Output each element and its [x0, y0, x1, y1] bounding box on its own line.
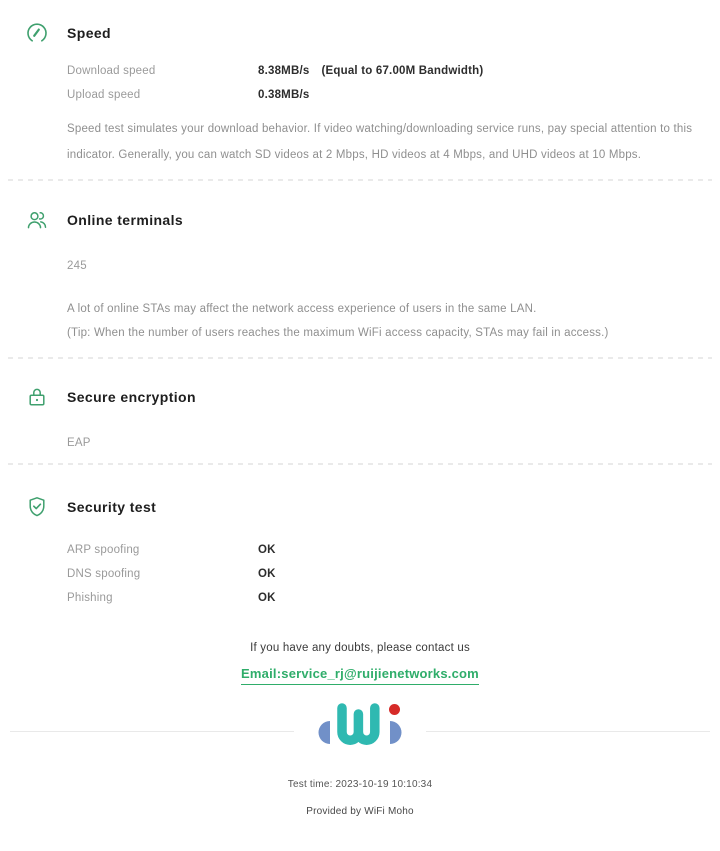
security-header [0, 495, 720, 519]
section-security-test [0, 465, 720, 604]
phishing-result: OK [258, 592, 276, 604]
speedometer-icon [25, 21, 49, 45]
phishing-label: Phishing [67, 592, 113, 604]
speed-title: Speed [67, 25, 112, 41]
logo-block [0, 701, 720, 761]
dns-spoofing-label: DNS spoofing [67, 568, 141, 580]
test-time: Test time: 2023-10-19 10:10:34 [287, 779, 433, 790]
upload-speed-value: 0.38MB/s [258, 89, 310, 101]
security-title: Security test [67, 499, 157, 515]
report-footer [0, 779, 720, 817]
contact-email-link[interactable]: Email:service_rj@ruijienetworks.com [241, 666, 479, 685]
lock-icon [25, 385, 49, 409]
arp-spoofing-row [67, 544, 704, 556]
arp-spoofing-label: ARP spoofing [67, 544, 140, 556]
download-speed-row [67, 65, 704, 77]
dns-spoofing-result: OK [258, 568, 276, 580]
section-secure-encryption [0, 359, 720, 465]
encryption-value: EAP [67, 437, 91, 449]
speed-description: Speed test simulates your download behavior. If video watching/downloading service runs, pay special attention to this indicator. Generally, you can watch SD videos at 2 Mbps, HD videos at 4 Mbps, and UHD videos at 10 Mbps. [67, 123, 693, 161]
encryption-title: Secure encryption [67, 389, 196, 405]
bandwidth-equivalent-note: (Equal to 67.00M Bandwidth) [321, 65, 484, 77]
terminals-title: Online terminals [67, 212, 184, 228]
upload-speed-row [67, 89, 704, 101]
contact-prompt: If you have any doubts, please contact us [250, 642, 470, 654]
contact-block [0, 642, 720, 685]
dns-spoofing-row [67, 568, 704, 580]
arp-spoofing-result: OK [258, 544, 276, 556]
section-speed [0, 0, 720, 181]
provided-by: Provided by WiFi Moho [306, 806, 414, 817]
download-speed-label: Download speed [67, 65, 156, 77]
terminals-header [0, 208, 720, 232]
encryption-header [0, 385, 720, 409]
speed-header [0, 21, 720, 45]
phishing-row [67, 592, 704, 604]
section-online-terminals [0, 181, 720, 359]
terminals-tip: (Tip: When the number of users reaches the maximum WiFi access capacity, STAs may fail in access.) [67, 327, 609, 339]
upload-speed-label: Upload speed [67, 89, 141, 101]
users-icon [25, 208, 49, 232]
online-terminals-count: 245 [67, 260, 87, 272]
shield-check-icon [25, 495, 49, 519]
wifi-moho-logo [294, 701, 426, 764]
terminals-description: A lot of online STAs may affect the network access experience of users in the same LAN. [67, 303, 537, 315]
download-speed-value: 8.38MB/s [258, 65, 310, 77]
